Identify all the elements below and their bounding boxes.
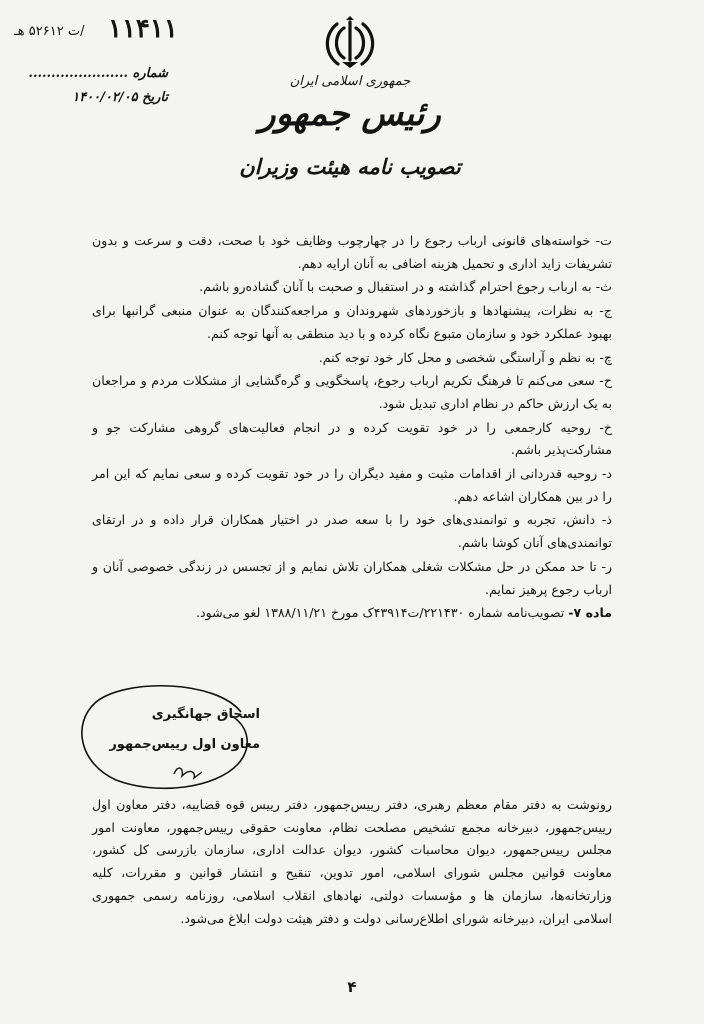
clause: ت- خواسته‌های قانونی ارباب رجوع را در چهارچوب وظایف خود با صحت، دقت و سرعت و بدون تشریفات زاید اداری و تحمیل هزینه اضافی به آنان ارایه دهم.: [92, 233, 612, 271]
date-label: تاریخ: [142, 90, 168, 105]
republic-title: جمهوری اسلامی ایران: [289, 74, 411, 89]
clause: ث- به ارباب رجوع احترام گذاشته و در استقبال و صحبت با آنان گشاده‌رو باشم.: [199, 279, 612, 295]
clause: ج- به نظرات، پیشنهادها و بازخوردهای شهروندان و مراجعه‌کنندگان به عنوان منبعی گرانبها برای بهبود عملکرد خود و سازمان متبوع نگاه کرده و با دید منطقی به آنها توجه کنم.: [92, 303, 612, 341]
date-field: [18, 90, 168, 105]
number-label: شماره: [132, 66, 168, 81]
president-title: رئیس جمهور: [259, 94, 441, 134]
handwritten-reference-number: ۱۱۴۱۱: [108, 14, 178, 44]
clause: ذ- دانش، تجربه و توانمندی‌های خود را با سعه صدر در اختیار همکاران قرار داده و در ارتقای توانمندی‌های آنان کوشا باشم.: [92, 512, 612, 551]
number-value: ......................: [28, 66, 128, 81]
copies-distribution: رونوشت به دفتر مقام معظم رهبری، دفتر رییس‌جمهور، دفتر رییس قوه قضاییه، دفتر معاون اول رییس‌جمهور، دبیرخانه مجمع تشخیص مصلحت نظام، معاونت حقوقی رییس‌جمهور، معاونت امور مجلس رییس‌جمهور، دیوان محاسبات کشور، دیوان عدالت اداری، سازمان بازرسی کل کشور، معاونت قوانین مجلس شورای اسلامی، امور تدوین، تنقیح و انتشار قوانین و مقررات، کلیه وزارتخانه‌ها، سازمان ها و مؤسسات دولتی، نهادهای انقلاب اسلامی، روزنامه رسمی جمهوری اسلامی ایران، دبیرخانه شورای اطلاع‌رسانی دولت و دفتر هیئت دولت ابلاغ می‌شود.: [92, 797, 612, 926]
iran-emblem-icon: [322, 14, 378, 70]
article-7-label: ماده ۷-: [568, 605, 612, 621]
article-7-text: تصویب‌نامه شماره ۲۲۱۴۳۰/ت۴۳۹۱۴ک مورخ ۱۳۸۸/۱۱/۲۱ لغو می‌شود.: [196, 605, 569, 621]
number-field: [18, 66, 168, 81]
date-value: ۱۴۰۰/۰۲/۰۵: [72, 90, 138, 105]
clause: ح- سعی می‌کنم تا فرهنگ تکریم ارباب رجوع، پاسخگویی و گره‌گشایی از مشکلات مردم و مراجعان به یک ارزش حاکم در نظام اداری تبدیل شود.: [92, 373, 612, 411]
decree-body: [92, 230, 612, 626]
clause: ر- تا حد ممکن در حل مشکلات شغلی همکاران تلاش نمایم و از تجسس در زندگی خصوصی آنان و ارباب رجوع پرهیز نمایم.: [92, 558, 612, 597]
clause: خ- روحیه کارجمعی را در خود تقویت کرده و در انجام فعالیت‌های گروهی مشارکت جو و مشارکت‌پذیر باشم.: [92, 419, 612, 458]
typed-reference-number: /ت ۵۲۶۱۲ هـ: [14, 24, 85, 39]
page-number: ۴: [347, 978, 357, 996]
signatory-name: اسحاق جهانگیری: [151, 707, 260, 722]
cabinet-approval-title: تصویب نامه هیئت وزیران: [239, 154, 461, 179]
article-7: [92, 602, 612, 625]
signatory-title: معاون اول رییس‌جمهور: [109, 737, 260, 752]
clause: د- روحیه قدردانی از اقدامات مثبت و مفید دیگران را در خود تقویت کرده و سعی نمایم که این امر را در بین همکاران اشاعه دهم.: [92, 466, 612, 504]
clause: چ- به نظم و آراستگی شخصی و محل کار خود توجه کنم.: [318, 349, 612, 365]
